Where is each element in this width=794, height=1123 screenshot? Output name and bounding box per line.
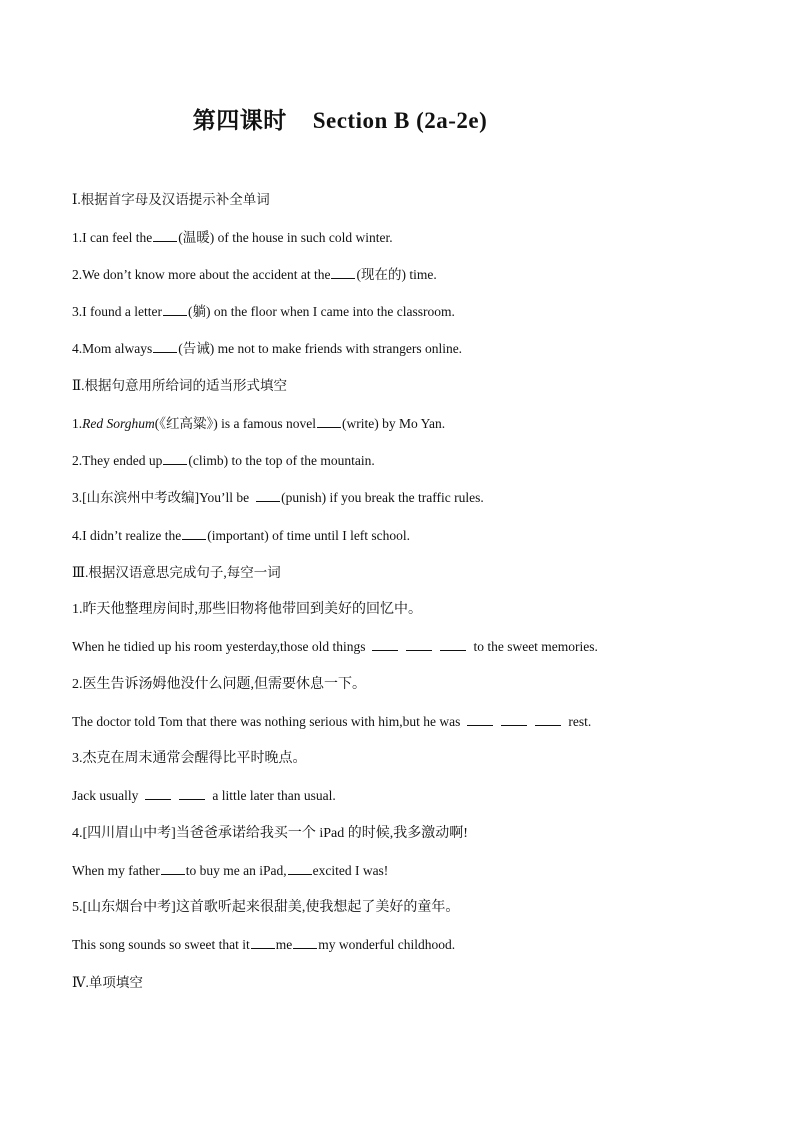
s2-q1-text-b: (write) by Mo Yan. bbox=[341, 416, 446, 431]
s3-q2-chinese: 2.医生告诉汤姆他没什么问题,但需要休息一下。 bbox=[72, 677, 366, 692]
s3-q1-text-b: to the sweet memories. bbox=[473, 639, 598, 654]
s3-q2-text-b: rest. bbox=[568, 714, 592, 729]
s2-q2-text-b: (climb) to the top of the mountain. bbox=[188, 453, 375, 468]
answer-blank[interactable] bbox=[317, 415, 341, 428]
s2-q1-italic-title: Red Sorghum bbox=[82, 416, 155, 431]
s2-q3-text-a: 3.[山东滨州中考改编]You’ll be bbox=[72, 490, 250, 505]
s3-q1-english bbox=[72, 638, 752, 656]
answer-blank[interactable] bbox=[161, 862, 185, 875]
s1-q2-text-a: 2.We don’t know more about the accident at the bbox=[72, 267, 331, 282]
s1-question-2 bbox=[72, 266, 752, 284]
answer-blank[interactable] bbox=[179, 787, 205, 800]
answer-blank[interactable] bbox=[535, 713, 561, 726]
answer-blank[interactable] bbox=[406, 638, 432, 651]
s3-q2-text-a: The doctor told Tom that there was nothing serious with him,but he was bbox=[72, 714, 461, 729]
s1-q3-text-b: (躺) on the floor when I came into the classroom. bbox=[187, 304, 455, 319]
s3-q5-text-a: This song sounds so sweet that it bbox=[72, 937, 250, 952]
s1-question-1 bbox=[72, 229, 752, 247]
answer-blank[interactable] bbox=[182, 527, 206, 540]
s3-q3-text-b: a little later than usual. bbox=[212, 788, 336, 803]
s2-question-3 bbox=[72, 489, 752, 507]
s2-q4-text-a: 4.I didn’t realize the bbox=[72, 528, 182, 543]
answer-blank[interactable] bbox=[163, 303, 187, 316]
s2-q3-text-b: (punish) if you break the traffic rules. bbox=[281, 490, 484, 505]
s1-q4-text-b: (告诫) me not to make friends with strangers online. bbox=[178, 341, 463, 356]
answer-blank[interactable] bbox=[501, 713, 527, 726]
section-1-heading: Ⅰ.根据首字母及汉语提示补全单词 bbox=[72, 192, 270, 207]
s3-q3-chinese: 3.杰克在周末通常会醒得比平时晚点。 bbox=[72, 751, 307, 766]
s1-q1-text-b: (温暖) of the house in such cold winter. bbox=[178, 230, 393, 245]
s1-q4-text-a: 4.Mom always bbox=[72, 341, 153, 356]
s2-q2-text-a: 2.They ended up bbox=[72, 453, 163, 468]
s3-q5-text-c: my wonderful childhood. bbox=[318, 937, 456, 952]
s1-q2-text-b: (现在的) time. bbox=[356, 267, 437, 282]
answer-blank[interactable] bbox=[467, 713, 493, 726]
s3-q4-text-a: When my father bbox=[72, 863, 160, 878]
page-title bbox=[0, 102, 680, 135]
answer-blank[interactable] bbox=[331, 266, 355, 279]
s1-q3-text-a: 3.I found a letter bbox=[72, 304, 162, 319]
s3-q4-english bbox=[72, 862, 752, 880]
section-3-heading: Ⅲ.根据汉语意思完成句子,每空一词 bbox=[72, 565, 281, 580]
answer-blank[interactable] bbox=[256, 489, 280, 502]
s2-question-4 bbox=[72, 527, 752, 545]
section-4-heading: Ⅳ.单项填空 bbox=[72, 975, 143, 990]
title-section: Section B (2a-2e) bbox=[312, 108, 488, 133]
answer-blank[interactable] bbox=[163, 452, 187, 465]
s1-question-4 bbox=[72, 340, 752, 358]
s3-q4-text-b: to buy me an iPad, bbox=[185, 863, 287, 878]
answer-blank[interactable] bbox=[251, 936, 275, 949]
s3-q4-text-c: excited I was! bbox=[312, 863, 389, 878]
s3-q5-text-b: me bbox=[275, 937, 293, 952]
s3-q3-english bbox=[72, 787, 752, 805]
s2-q1-number: 1. bbox=[72, 416, 83, 431]
section-2-heading: Ⅱ.根据句意用所给词的适当形式填空 bbox=[72, 378, 288, 393]
s3-q3-text-a: Jack usually bbox=[72, 788, 139, 803]
answer-blank[interactable] bbox=[372, 638, 398, 651]
s1-q1-text-a: 1.I can feel the bbox=[72, 230, 153, 245]
s2-question-1 bbox=[72, 415, 752, 433]
s3-q1-chinese: 1.昨天他整理房间时,那些旧物将他带回到美好的回忆中。 bbox=[72, 602, 422, 617]
s3-q5-english bbox=[72, 936, 752, 954]
s2-q4-text-b: (important) of time until I left school. bbox=[207, 528, 411, 543]
answer-blank[interactable] bbox=[153, 340, 177, 353]
title-lesson: 第四课时 bbox=[192, 108, 287, 133]
answer-blank[interactable] bbox=[293, 936, 317, 949]
s1-question-3 bbox=[72, 303, 752, 321]
s3-q2-english bbox=[72, 713, 752, 731]
answer-blank[interactable] bbox=[145, 787, 171, 800]
s2-q1-text-a: (《红高粱》) is a famous novel bbox=[154, 416, 316, 431]
answer-blank[interactable] bbox=[153, 229, 177, 242]
s3-q1-text-a: When he tidied up his room yesterday,those old things bbox=[72, 639, 366, 654]
s3-q4-chinese: 4.[四川眉山中考]当爸爸承诺给我买一个 iPad 的时候,我多激动啊! bbox=[72, 826, 468, 841]
s3-q5-chinese: 5.[山东烟台中考]这首歌听起来很甜美,使我想起了美好的童年。 bbox=[72, 900, 460, 915]
answer-blank[interactable] bbox=[288, 862, 312, 875]
answer-blank[interactable] bbox=[440, 638, 466, 651]
s2-question-2 bbox=[72, 452, 752, 470]
